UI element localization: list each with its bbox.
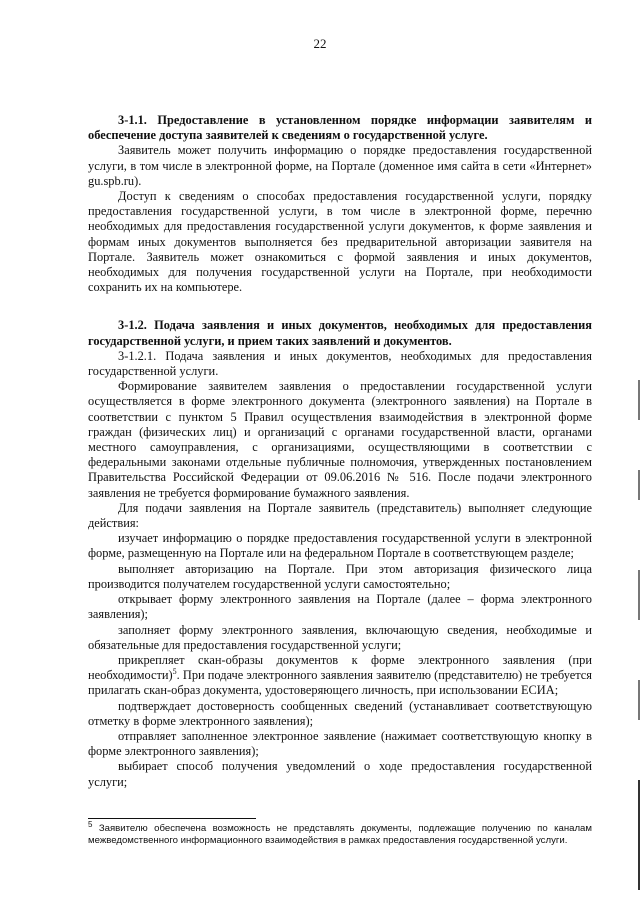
footnote <box>88 819 592 847</box>
paragraph: Заявитель может получить информацию о порядке предоставления государственной услуги, в том числе в электронной форме, на Портале (доменное имя сайта в сети «Интернет» gu.spb.ru). <box>88 143 592 188</box>
list-item: открывает форму электронного заявления на Портале (далее – форма электронного заявления); <box>88 592 592 622</box>
list-item: выполняет авторизацию на Портале. При этом авторизация физического лица производится получателем государственной услуги самостоятельно; <box>88 561 592 591</box>
list-item: изучает информацию о порядке предоставления государственной услуги в электронной форме, размещенную на Портале или на федеральном Портале в соответствующем разделе; <box>88 531 592 561</box>
section-spacer <box>88 295 592 318</box>
list-item: выбирает способ получения уведомлений о ходе предоставления государственной услуги; <box>88 759 592 789</box>
attach-text-b: . При подаче электронного заявления заявителю (представителю) не требуется прилагать скан-образ документа, удостоверяющего личность, при использовании ЕСИА; <box>88 668 592 698</box>
list-item: заполняет форму электронного заявления, включающую сведения, необходимые и обязательные для предоставления государственной услуги; <box>88 622 592 652</box>
paragraph: 3-1.2.1. Подача заявления и иных документов, необходимых для предоставления государственной услуги. <box>88 348 592 379</box>
section-heading-3-1-2: 3-1.2. Подача заявления и иных документов, необходимых для предоставления государственной услуги, и прием таких заявлений и документов. <box>88 318 592 348</box>
footnote-divider <box>88 818 256 819</box>
list-item-attach <box>88 653 592 699</box>
paragraph: Доступ к сведениям о способах предоставления государственной услуги, порядку предоставления государственной услуги, в том числе в электронной форме, перечню необходимых для предоставления государственной услуги документов, к форме заявления и формам иных документов выполняется без предварительной авторизации заявителя на Портале. Заявитель может ознакомиться с формой заявления и иных документов, необходимых для получения государственной услуги на Портале, при необходимости сохранить их на компьютере. <box>88 189 592 295</box>
page-number: 22 <box>313 36 327 51</box>
paragraph: Для подачи заявления на Портале заявитель (представитель) выполняет следующие действия: <box>88 500 592 531</box>
document-body <box>88 113 592 790</box>
footnote-marker: 5 <box>88 819 93 829</box>
footnote-text: Заявителю обеспечена возможность не представлять документы, подлежащие получению по каналам межведомственного информационного взаимодействия в рамках предоставления государственной услуги. <box>88 823 592 846</box>
section-heading-3-1-1: 3-1.1. Предоставление в установленном порядке информации заявителям и обеспечение доступа заявителей к сведениям о государственной услуге. <box>88 113 592 143</box>
list-item: подтверждает достоверность сообщенных сведений (устанавливает соответствующую отметку в форме электронного заявления); <box>88 698 592 728</box>
paragraph: Формирование заявителем заявления о предоставлении государственной услуги осуществляется в форме электронного документа (электронного заявления) на Портале в соответствии с пунктом 5 Правил осуществления взаимодействия в электронной форме граждан (физических лиц) и организаций с органами государственной власти, органами местного самоуправления, с организациями, осуществляющими в соответствии с федеральными законами отдельные публичные полномочия, утвержденных постановлением Правительства Российской Федерации от 09.06.2016 № 516. После подачи электронного заявления не требуется формирование бумажного заявления. <box>88 379 592 500</box>
list-item: отправляет заполненное электронное заявление (нажимает соответствующую кнопку в форме электронного заявления); <box>88 728 592 759</box>
footnote-ref: 5 <box>172 666 177 676</box>
attach-text-a: прикрепляет скан-образы документов к форме электронного заявления (при необходимости) <box>88 652 592 683</box>
